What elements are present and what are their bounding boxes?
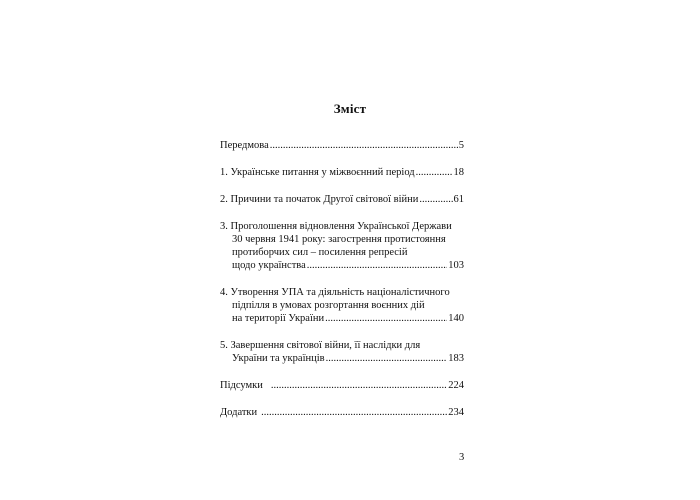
toc-entry-chapter-4[interactable] <box>220 286 464 325</box>
toc-entry-label: 2. Причини та початок Другої світової війни <box>220 194 419 205</box>
toc-entry-label: Передмова <box>220 140 269 151</box>
toc-entry-label: на території України <box>232 313 325 324</box>
dot-leader <box>271 379 447 392</box>
toc-entry-summary[interactable] <box>220 379 464 392</box>
toc-entry-page: 234 <box>448 407 464 418</box>
toc-entry-appendices[interactable] <box>220 406 464 419</box>
toc-entry-page: 61 <box>453 194 464 205</box>
toc-entry-chapter-2[interactable] <box>220 193 464 206</box>
dot-leader <box>270 139 458 152</box>
toc-entry-chapter-3[interactable] <box>220 220 464 272</box>
toc-entry-page: 140 <box>448 313 464 324</box>
toc-entry-line: 3. Проголошення відновлення Української Держави <box>220 221 452 232</box>
toc-entry-line: 4. Утворення УПА та діяльність націоналістичного <box>220 287 450 298</box>
toc-entry-page: 183 <box>448 353 464 364</box>
dot-leader <box>416 166 453 179</box>
toc-title: Зміст <box>333 101 367 116</box>
toc-entry-line: підпілля в умовах розгортання воєнних дій <box>232 300 425 311</box>
dot-leader <box>261 406 447 419</box>
toc-entry-label: 1. Українське питання у міжвоєнний період <box>220 167 415 178</box>
toc-entry-foreword[interactable] <box>220 139 464 152</box>
toc-entry-page: 224 <box>448 380 464 391</box>
toc-entry-line: 5. Завершення світової війни, її наслідки для <box>220 340 421 351</box>
toc-entry-label: України та українців <box>232 353 325 364</box>
toc-entry-line: протиборчих сил – посилення репресій <box>232 247 408 258</box>
toc-entry-chapter-1[interactable] <box>220 166 464 179</box>
toc-entry-page: 5 <box>458 140 464 151</box>
page-number: 3 <box>459 452 465 463</box>
toc-entry-label: Підсумки <box>220 380 263 391</box>
toc-entry-label: щодо українства <box>232 260 306 271</box>
table-of-contents <box>220 139 464 419</box>
toc-entry-page: 18 <box>453 167 464 178</box>
toc-entry-line: 30 червня 1941 року: загострення протистояння <box>232 234 446 245</box>
toc-entry-page: 103 <box>448 260 464 271</box>
toc-entry-chapter-5[interactable] <box>220 339 464 365</box>
toc-entry-label: Додатки <box>220 407 258 418</box>
dot-leader <box>325 312 447 325</box>
dot-leader <box>307 259 447 272</box>
dot-leader <box>419 193 452 206</box>
dot-leader <box>326 352 448 365</box>
